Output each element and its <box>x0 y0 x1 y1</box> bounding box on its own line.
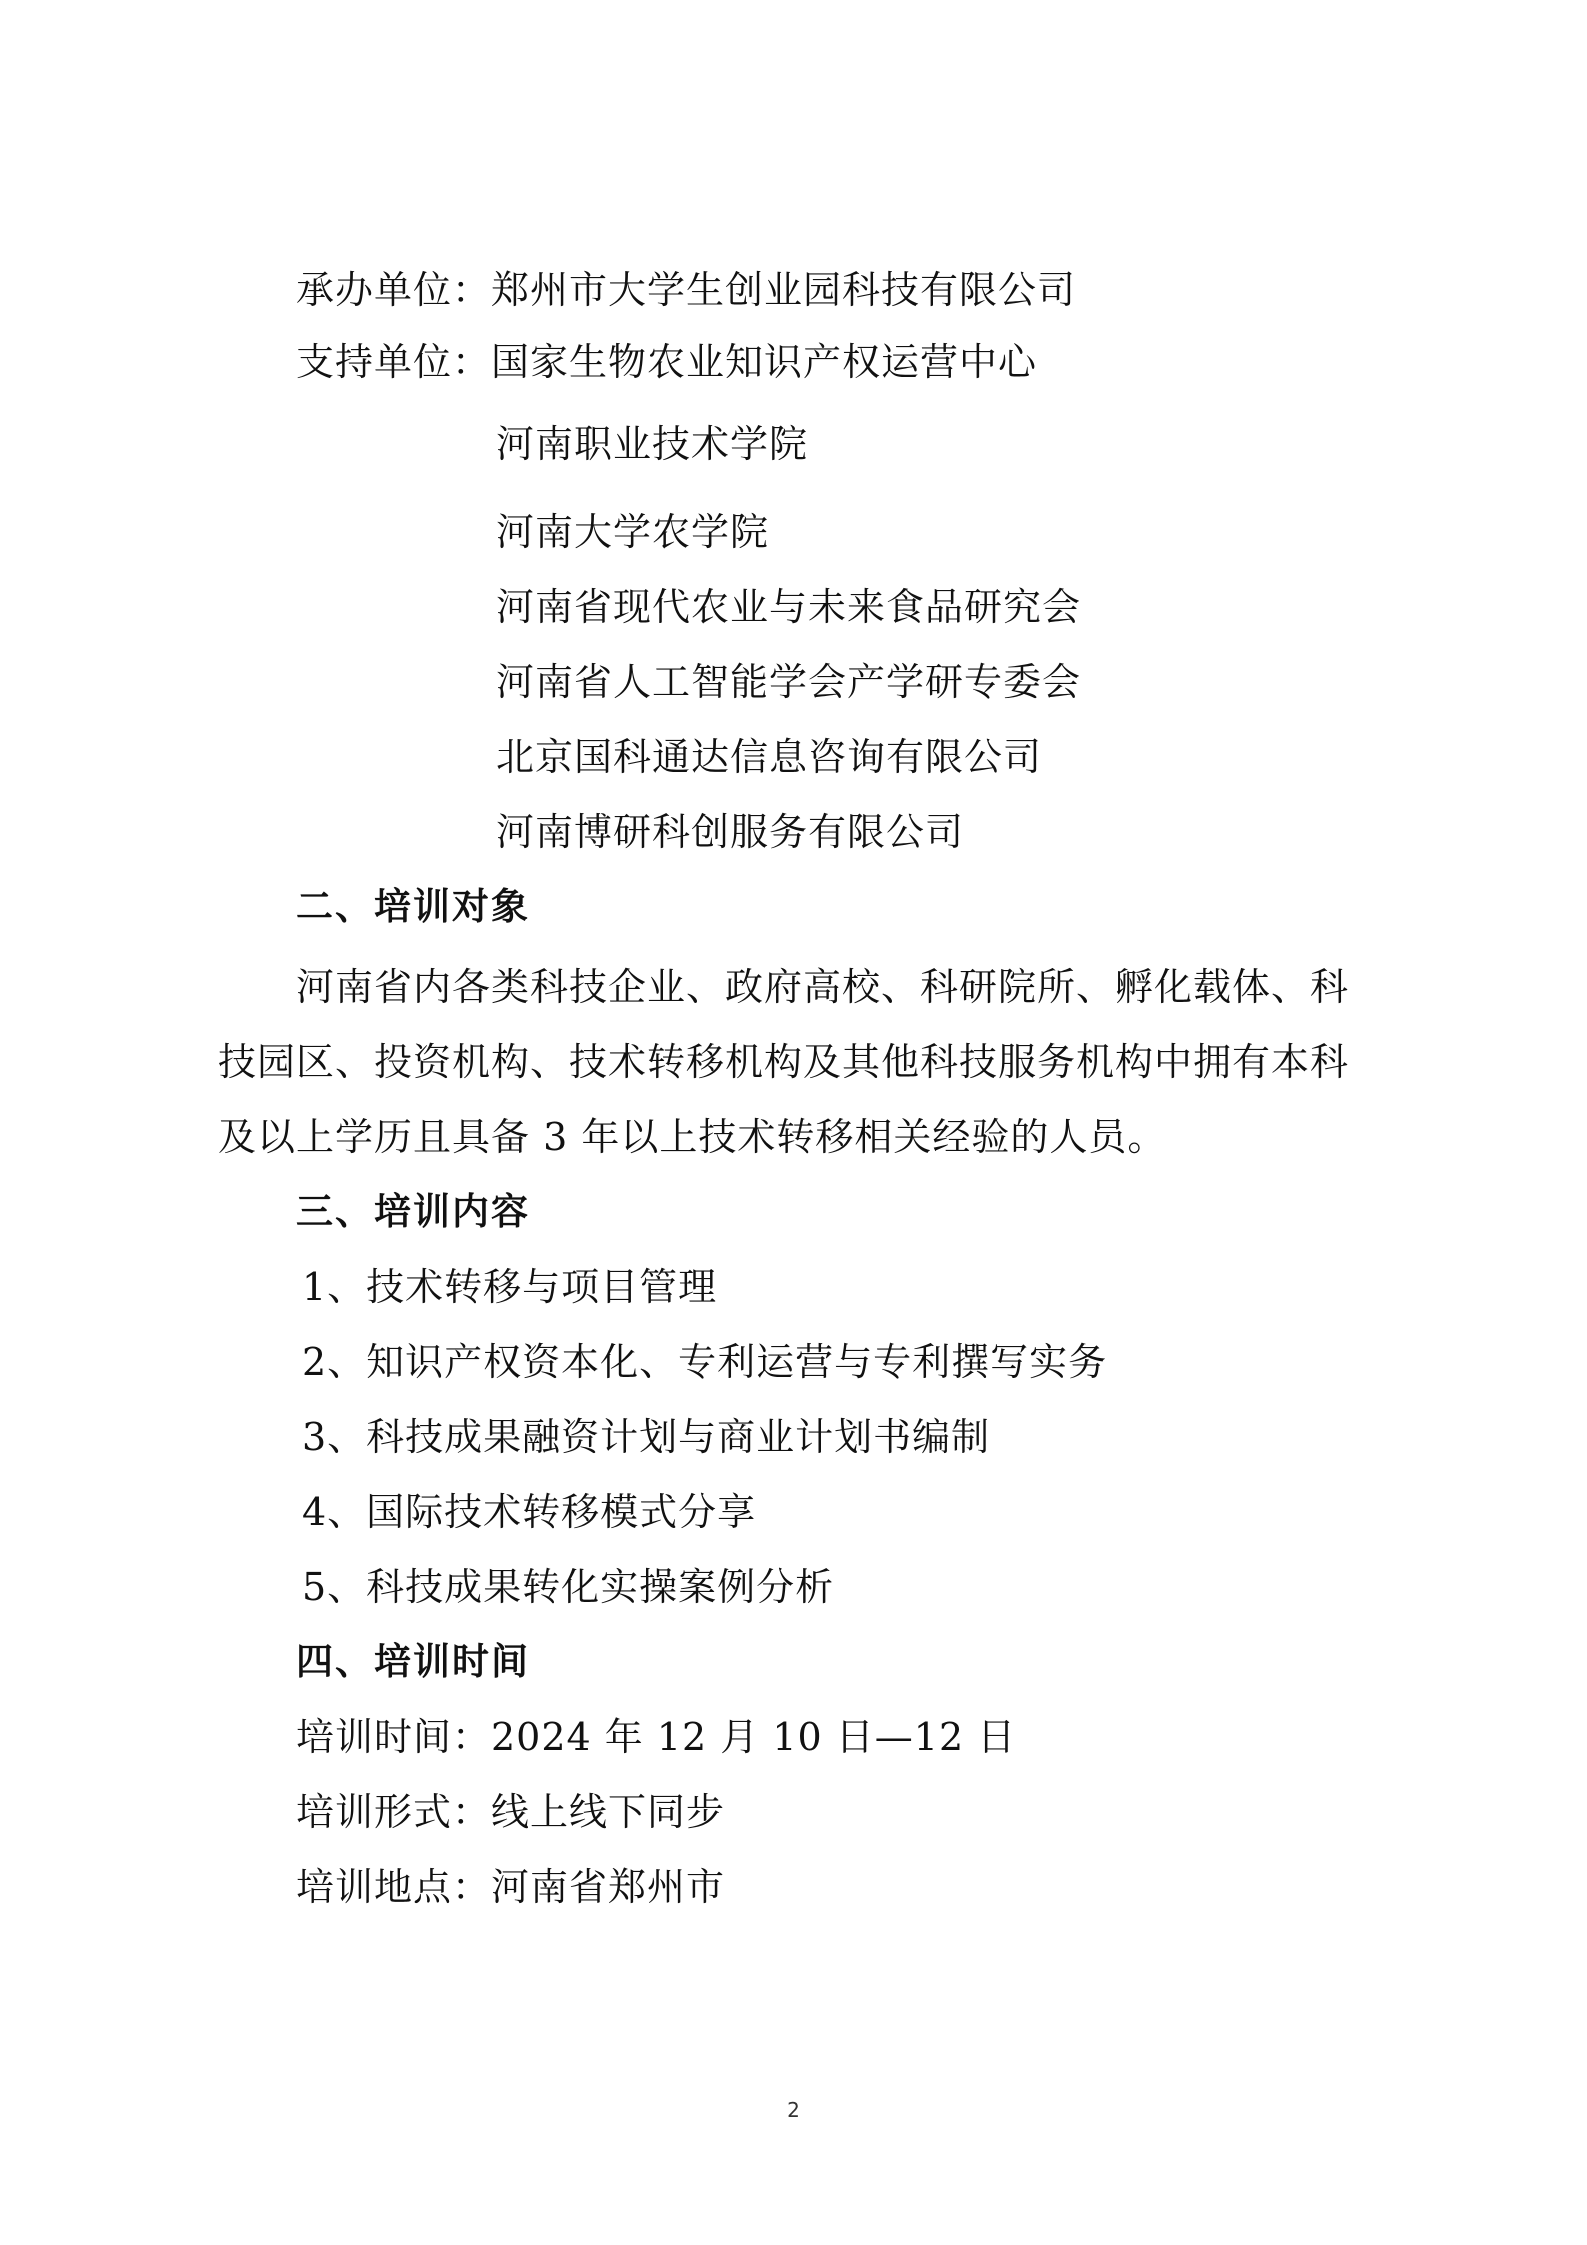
content-list-item: 3、科技成果融资计划与商业计划书编制 <box>302 1415 991 1459</box>
section-heading-trainees: 二、培训对象 <box>296 885 530 928</box>
training-place-line: 培训地点：河南省郑州市 <box>296 1865 726 1909</box>
paragraph-line: 技园区、投资机构、技术转移机构及其他科技服务机构中拥有本科 <box>218 1040 1350 1084</box>
support-unit-item: 河南省现代农业与未来食品研究会 <box>496 585 1082 629</box>
support-unit-item: 河南博研科创服务有限公司 <box>496 810 965 854</box>
support-unit-item: 河南职业技术学院 <box>496 422 809 466</box>
content-list-item: 1、技术转移与项目管理 <box>302 1265 718 1309</box>
paragraph-line: 及以上学历且具备 3 年以上技术转移相关经验的人员。 <box>218 1115 1167 1159</box>
content-list-item: 4、国际技术转移模式分享 <box>302 1490 757 1534</box>
training-form-line: 培训形式：线上线下同步 <box>296 1790 726 1834</box>
host-unit-line: 承办单位：郑州市大学生创业园科技有限公司 <box>296 268 1077 312</box>
support-unit-item: 河南省人工智能学会产学研专委会 <box>496 660 1082 704</box>
support-unit-item: 北京国科通达信息咨询有限公司 <box>496 735 1043 779</box>
section-heading-time: 四、培训时间 <box>296 1640 530 1683</box>
training-time-line: 培训时间：2024 年 12 月 10 日—12 日 <box>296 1715 1017 1759</box>
support-unit-item: 河南大学农学院 <box>496 510 770 554</box>
page-number: 2 <box>787 2098 800 2122</box>
section-heading-content: 三、培训内容 <box>296 1190 530 1233</box>
content-list-item: 5、科技成果转化实操案例分析 <box>302 1565 835 1609</box>
paragraph-line: 河南省内各类科技企业、政府高校、科研院所、孵化载体、科 <box>296 965 1350 1009</box>
support-unit-line: 支持单位：国家生物农业知识产权运营中心 <box>296 340 1038 384</box>
content-list-item: 2、知识产权资本化、专利运营与专利撰写实务 <box>302 1340 1108 1384</box>
